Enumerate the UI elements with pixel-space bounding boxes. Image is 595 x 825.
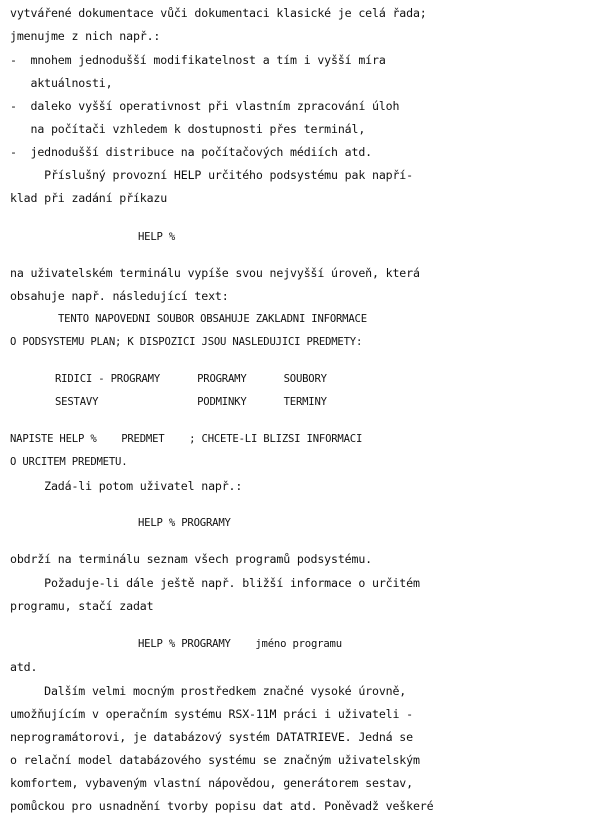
text-line: neprogramátorovi, je databázový systém DATATRIEVE. Jedná se <box>10 730 413 744</box>
command-line: HELP % <box>138 231 176 243</box>
terminal-output-line: SESTAVY PODMINKY TERMINY <box>55 396 327 408</box>
command-line: HELP % PROGRAMY <box>138 517 231 529</box>
text-line: atd. <box>10 660 38 674</box>
text-line: o relační model databázového systému se značným uživatelským <box>10 753 420 767</box>
text-line: Dalším velmi mocným prostředkem značné vysoké úrovně, <box>10 684 407 698</box>
text-line: pomůckou pro usnadnění tvorby popisu dat atd. Poněvadž veškeré <box>10 799 434 813</box>
terminal-output-line: TENTO NAPOVEDNI SOUBOR OBSAHUJE ZAKLADNI INFORMACE <box>58 313 367 325</box>
command-line: HELP % PROGRAMY jméno programu <box>138 638 342 650</box>
list-item-line: - mnohem jednodušší modifikatelnost a tím i vyšší míra <box>10 53 386 67</box>
list-item-line: - jednodušší distribuce na počítačových médiích atd. <box>10 145 372 159</box>
text-line: Požaduje-li dále ještě např. bližší informace o určitém <box>10 576 420 590</box>
text-line: na uživatelském terminálu vypíše svou nejvyšší úroveň, která <box>10 266 420 280</box>
list-item-line: aktuálnosti, <box>10 76 113 90</box>
terminal-output-line: O PODSYSTEMU PLAN; K DISPOZICI JSOU NASLEDUJICI PREDMETY: <box>10 336 363 348</box>
list-item-line: - daleko vyšší operativnost při vlastním zpracování úloh <box>10 99 400 113</box>
text-line: obdrží na terminálu seznam všech programů podsystému. <box>10 552 372 566</box>
text-line: jmenujme z nich např.: <box>10 29 161 43</box>
text-line: vytvářené dokumentace vůči dokumentaci klasické je celá řada; <box>10 6 427 20</box>
terminal-output-line: NAPISTE HELP % PREDMET ; CHCETE-LI BLIZSI INFORMACI <box>10 433 363 445</box>
text-line: umožňujícím v operačním systému RSX-11M práci i uživateli - <box>10 707 413 721</box>
text-line: klad při zadání příkazu <box>10 191 168 205</box>
text-line: programu, stačí zadat <box>10 599 154 613</box>
text-line: Zadá-li potom uživatel např.: <box>10 479 243 493</box>
text-line: komfortem, vybaveným vlastní nápovědou, generátorem sestav, <box>10 776 413 790</box>
list-item-line: na počítači vzhledem k dostupnosti přes terminál, <box>10 122 366 136</box>
terminal-output-line: O URCITEM PREDMETU. <box>10 456 128 468</box>
terminal-output-line: RIDICI - PROGRAMY PROGRAMY SOUBORY <box>55 373 327 385</box>
text-line: obsahuje např. následující text: <box>10 289 229 303</box>
text-line: Příslušný provozní HELP určitého podsystému pak napří- <box>10 168 413 182</box>
